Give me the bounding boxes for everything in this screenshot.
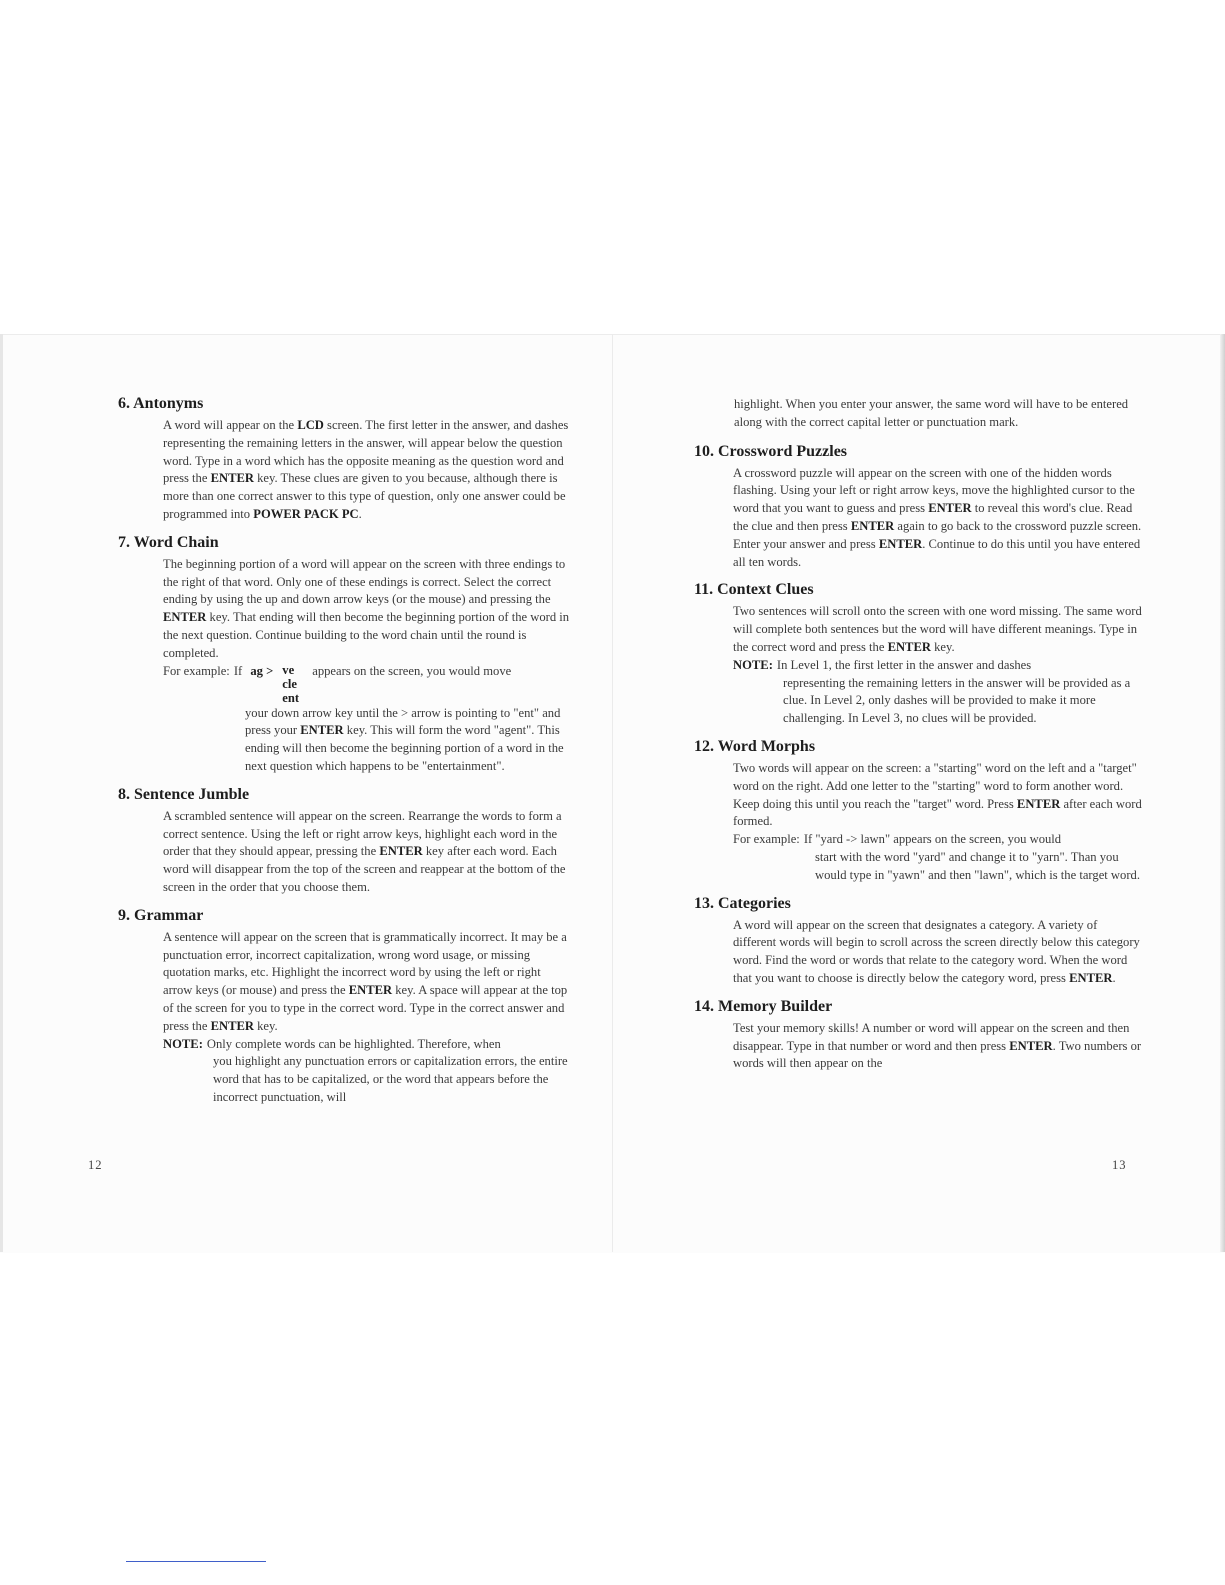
section-body: A word will appear on the LCD screen. The first letter in the answer, and dashes representing the remaining letters in the answer, will appear below the question word. Type in a word which has the opposite meaning as the question word and press the ENTER key. These clues are given to you because, although there is more than one correct answer to this type of question, only one answer could be programmed into POWER PACK PC. (163, 418, 569, 521)
example-endings (282, 663, 299, 705)
example-explanation: start with the word "yard" and change it to "yarn". Than you would type in "yawn" and then "lawn", which is the target word. (815, 849, 1140, 882)
section-heading: 9. Grammar (118, 906, 204, 924)
note-label: NOTE: (163, 1036, 203, 1051)
section-memory-builder (694, 997, 1142, 1073)
section-heading: 10. Crossword Puzzles (694, 442, 848, 460)
section-heading: 13. Categories (694, 894, 791, 912)
example-block (163, 663, 573, 776)
note-block (733, 657, 1142, 728)
section-categories (694, 894, 1142, 988)
example-first-line: If "yard -> lawn" appears on the screen, you would (803, 832, 1062, 847)
section-heading: 8. Sentence Jumble (118, 785, 250, 803)
right-page-edge (1220, 334, 1225, 1252)
section-body: Two words will appear on the screen: a "starting" word on the left and a "target" word on the right. Add one letter to the "starting" word to form another word. Keep doing this until you reach the "target" word. Press ENTER after each word formed. (733, 760, 1142, 829)
section-body: A crossword puzzle will appear on the screen with one of the hidden words flashing. Using your left or right arrow keys, move the highlighted cursor to the word that you want to guess and press ENTER to reveal this word's clue. Read the clue and then press ENTER again to go back to the crossword puzzle screen. Enter your answer and press ENTER. Continue to do this until you have entered all ten words. (733, 465, 1142, 569)
left-page (118, 394, 573, 1116)
example-prefix: If (233, 663, 243, 678)
continued-text: highlight. When you enter your answer, the same word will have to be entered along with the correct capital letter or punctuation mark. (734, 397, 1129, 429)
example-block (733, 831, 1142, 884)
example-label: For example: (163, 663, 230, 678)
section-body: A word will appear on the screen that designates a category. A variety of different words will begin to scroll across the screen directly below this category word. Find the word or words that relate to the category word. When the word that you want to choose is directly below the category word, press ENTER. (733, 917, 1140, 985)
section-heading: 11. Context Clues (694, 581, 814, 599)
section-body: A sentence will appear on the screen that is grammatically incorrect. It may be a punctuation error, incorrect capitalization, wrong word usage, or missing quotation marks, etc. Highlight the incorrect word by using the left or right arrow keys (or mouse) and press the ENTER key. A space will appear at the top of the screen for you to type in the correct word. Type in the correct answer and press the ENTER key. (163, 929, 568, 1033)
note-label: NOTE: (733, 657, 773, 672)
note-block (163, 1036, 573, 1107)
note-first-line: Only complete words can be highlighted. Therefore, when (206, 1036, 501, 1051)
section-body: Test your memory skills! A number or word will appear on the screen and then disappear. Type in that number or word and then press ENTER. Two numbers or words will then appear on the (733, 1020, 1142, 1071)
section-body: The beginning portion of a word will appear on the screen with three endings to the right of that word. Only one of these endings is correct. Select the correct ending by using the up and down arrow keys (or the mouse) and pressing the ENTER key. That ending will then become the beginning portion of the word in the next question. Continue building to the word chain until the round is completed. (163, 556, 570, 660)
example-label: For example: (733, 832, 800, 847)
section-heading: 7. Word Chain (118, 533, 219, 551)
example-ending: ve (282, 662, 295, 677)
example-ending: cle (282, 676, 297, 691)
section-context-clues (694, 580, 1142, 728)
example-ending: ent (282, 690, 300, 705)
example-explanation: your down arrow key until the > arrow is pointing to "ent" and press your ENTER key. This will form the word "agent". This ending will then become the beginning portion of a word in the next question which happens to be "entertainment". (245, 705, 564, 773)
section-body: A scrambled sentence will appear on the screen. Rearrange the words to form a correct sentence. Using the left or right arrow keys, highlight each word in the order that they should appear, pressing the ENTER key after each word. Each word will disappear from the top of the screen and reappear at the bottom of the screen in the order that you choose them. (163, 808, 566, 894)
example-stem: ag > (250, 663, 274, 678)
section-heading: 14. Memory Builder (694, 997, 833, 1015)
page-number-left: 12 (88, 1158, 103, 1172)
note-text: representing the remaining letters in the answer will be provided as a clue. In Level 2, only dashes will be provided to make it more challenging. In Level 3, no clues will be provided. (783, 675, 1131, 726)
left-page-edge (0, 334, 3, 1252)
right-page (694, 396, 1142, 1082)
page-number-right: 13 (1112, 1158, 1127, 1172)
section-grammar (118, 906, 573, 1107)
footer-link-underline (126, 1561, 266, 1562)
section-body: Two sentences will scroll onto the screen with one word missing. The same word will complete both sentences but the word will have different meanings. Type in the correct word and press the ENTER key. (733, 604, 1142, 654)
section-antonyms (118, 394, 573, 524)
note-first-line: In Level 1, the first letter in the answer and dashes (776, 657, 1032, 672)
book-spine (612, 334, 613, 1252)
section-crossword-puzzles (694, 442, 1142, 572)
section-word-morphs (694, 737, 1142, 885)
note-text: you highlight any punctuation errors or capitalization errors, the entire word that has to be capitalized, or the word that appears before the incorrect punctuation, will (213, 1054, 568, 1104)
example-word-display (250, 663, 299, 705)
section-sentence-jumble (118, 785, 573, 897)
example-first-line: appears on the screen, you would move (312, 663, 512, 678)
section-heading: 6. Antonyms (118, 395, 204, 412)
section-word-chain (118, 533, 573, 776)
section-heading: 12. Word Morphs (694, 737, 816, 755)
